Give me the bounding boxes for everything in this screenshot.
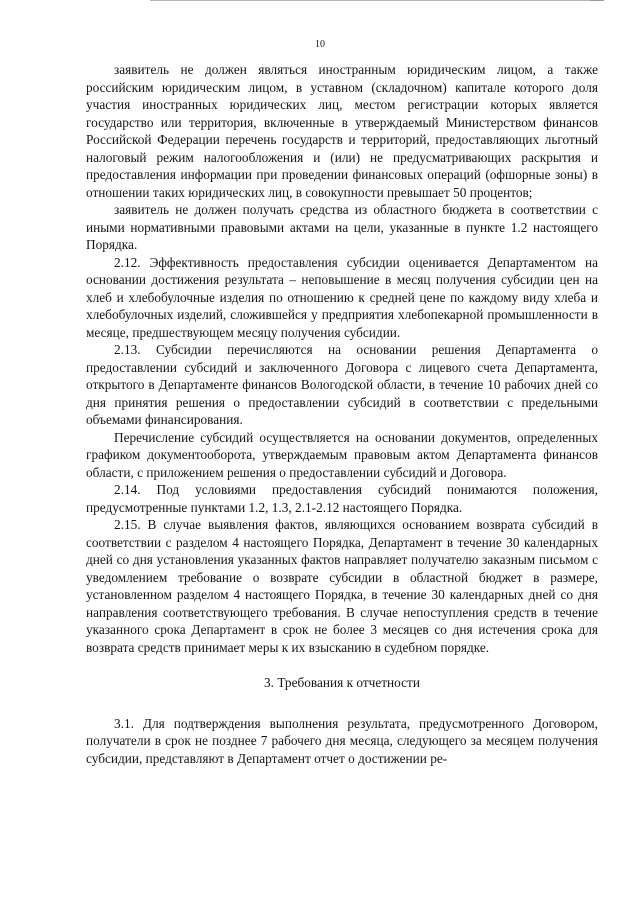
paragraph-offshore-condition: заявитель не должен являться иностранным юридическим лицом, а также российским юридическим лицом, в уставном (складочном) капитале которого доля участия иностранных юридических лиц, местом регистрации которых является государство или территория, включенные в утверждаемый Министерством финансов Российской Федерации перечень государств и территорий, предоставляющих льготный налоговый режим налогообложения и (или) не предусматривающих раскрытия и предоставления информации при проведении финансовых операций (офшорные зоны) в отношении таких юридических лиц, в совокупности превышает 50 процентов; xyxy=(86,62,598,200)
document-body xyxy=(86,61,598,767)
paragraph-budget-condition: заявитель не должен получать средства из областного бюджета в соответствии с иными нормативными правовыми актами на цели, указанные в пункте 1.2 настоящего Порядка. xyxy=(86,202,598,252)
paragraph-2-13: 2.13. Субсидии перечисляются на основании решения Департамента о предоставлении субсидий и заключенного Договора с лицевого счета Департамента, открытого в Департаменте финансов Вологодской области, в течение 10 рабочих дней со дня принятия решения о предоставлении субсидий в соответствии с предельными объемами финансирования. xyxy=(86,342,598,427)
top-corner-mark xyxy=(590,0,604,1)
page-number: 10 xyxy=(315,39,325,50)
paragraph-2-15: 2.15. В случае выявления фактов, являющихся основанием возврата субсидий в соответствии с разделом 4 настоящего Порядка, Департамент в течение 30 календарных дней со дня установления указанных фактов направляет получателю заказным письмом с уведомлением требование о возврате субсидии в областной бюджет в размере, установленном разделом 4 настоящего Порядка, в течение 30 календарных дней со дня направления соответствующего требования. В случае непоступления средств в течение указанного срока Департамент в срок не более 3 месяцев со дня истечения срока для возврата средств принимает меры к их взысканию в судебном порядке. xyxy=(86,517,598,655)
paragraph-2-12: 2.12. Эффективность предоставления субсидии оценивается Департаментом на основании достижения результата – неповышение в месяц получения субсидии цен на хлеб и хлебобулочные изделия по отношению к средней цене по каждому виду хлеба и хлебобулочных изделий, сложившейся у предприятия хлебопекарной промышленности в месяце, предшествующем месяцу получения субсидии. xyxy=(86,254,598,340)
section-heading-reporting: 3. Требования к отчетности xyxy=(264,675,420,690)
paragraph-2-14: 2.14. Под условиями предоставления субсидий понимаются положения, предусмотренные пунктами 1.2, 1.3, 2.1-2.12 настоящего Порядка. xyxy=(86,482,598,515)
paragraph-transfer-documents: Перечисление субсидий осуществляется на основании документов, определенных графиком документооборота, утверждаемым правовым актом Департамента финансов области, с приложением решения о предоставлении субсидий и Договора. xyxy=(86,429,598,480)
paragraph-3-1: 3.1. Для подтверждения выполнения результата, предусмотренного Договором, получатели в срок не позднее 7 рабочего дня месяца, следующего за месяцем получения субсидии, представляют в Департамент отчет о достижении ре- xyxy=(86,715,598,766)
top-edge-line xyxy=(150,0,598,1)
